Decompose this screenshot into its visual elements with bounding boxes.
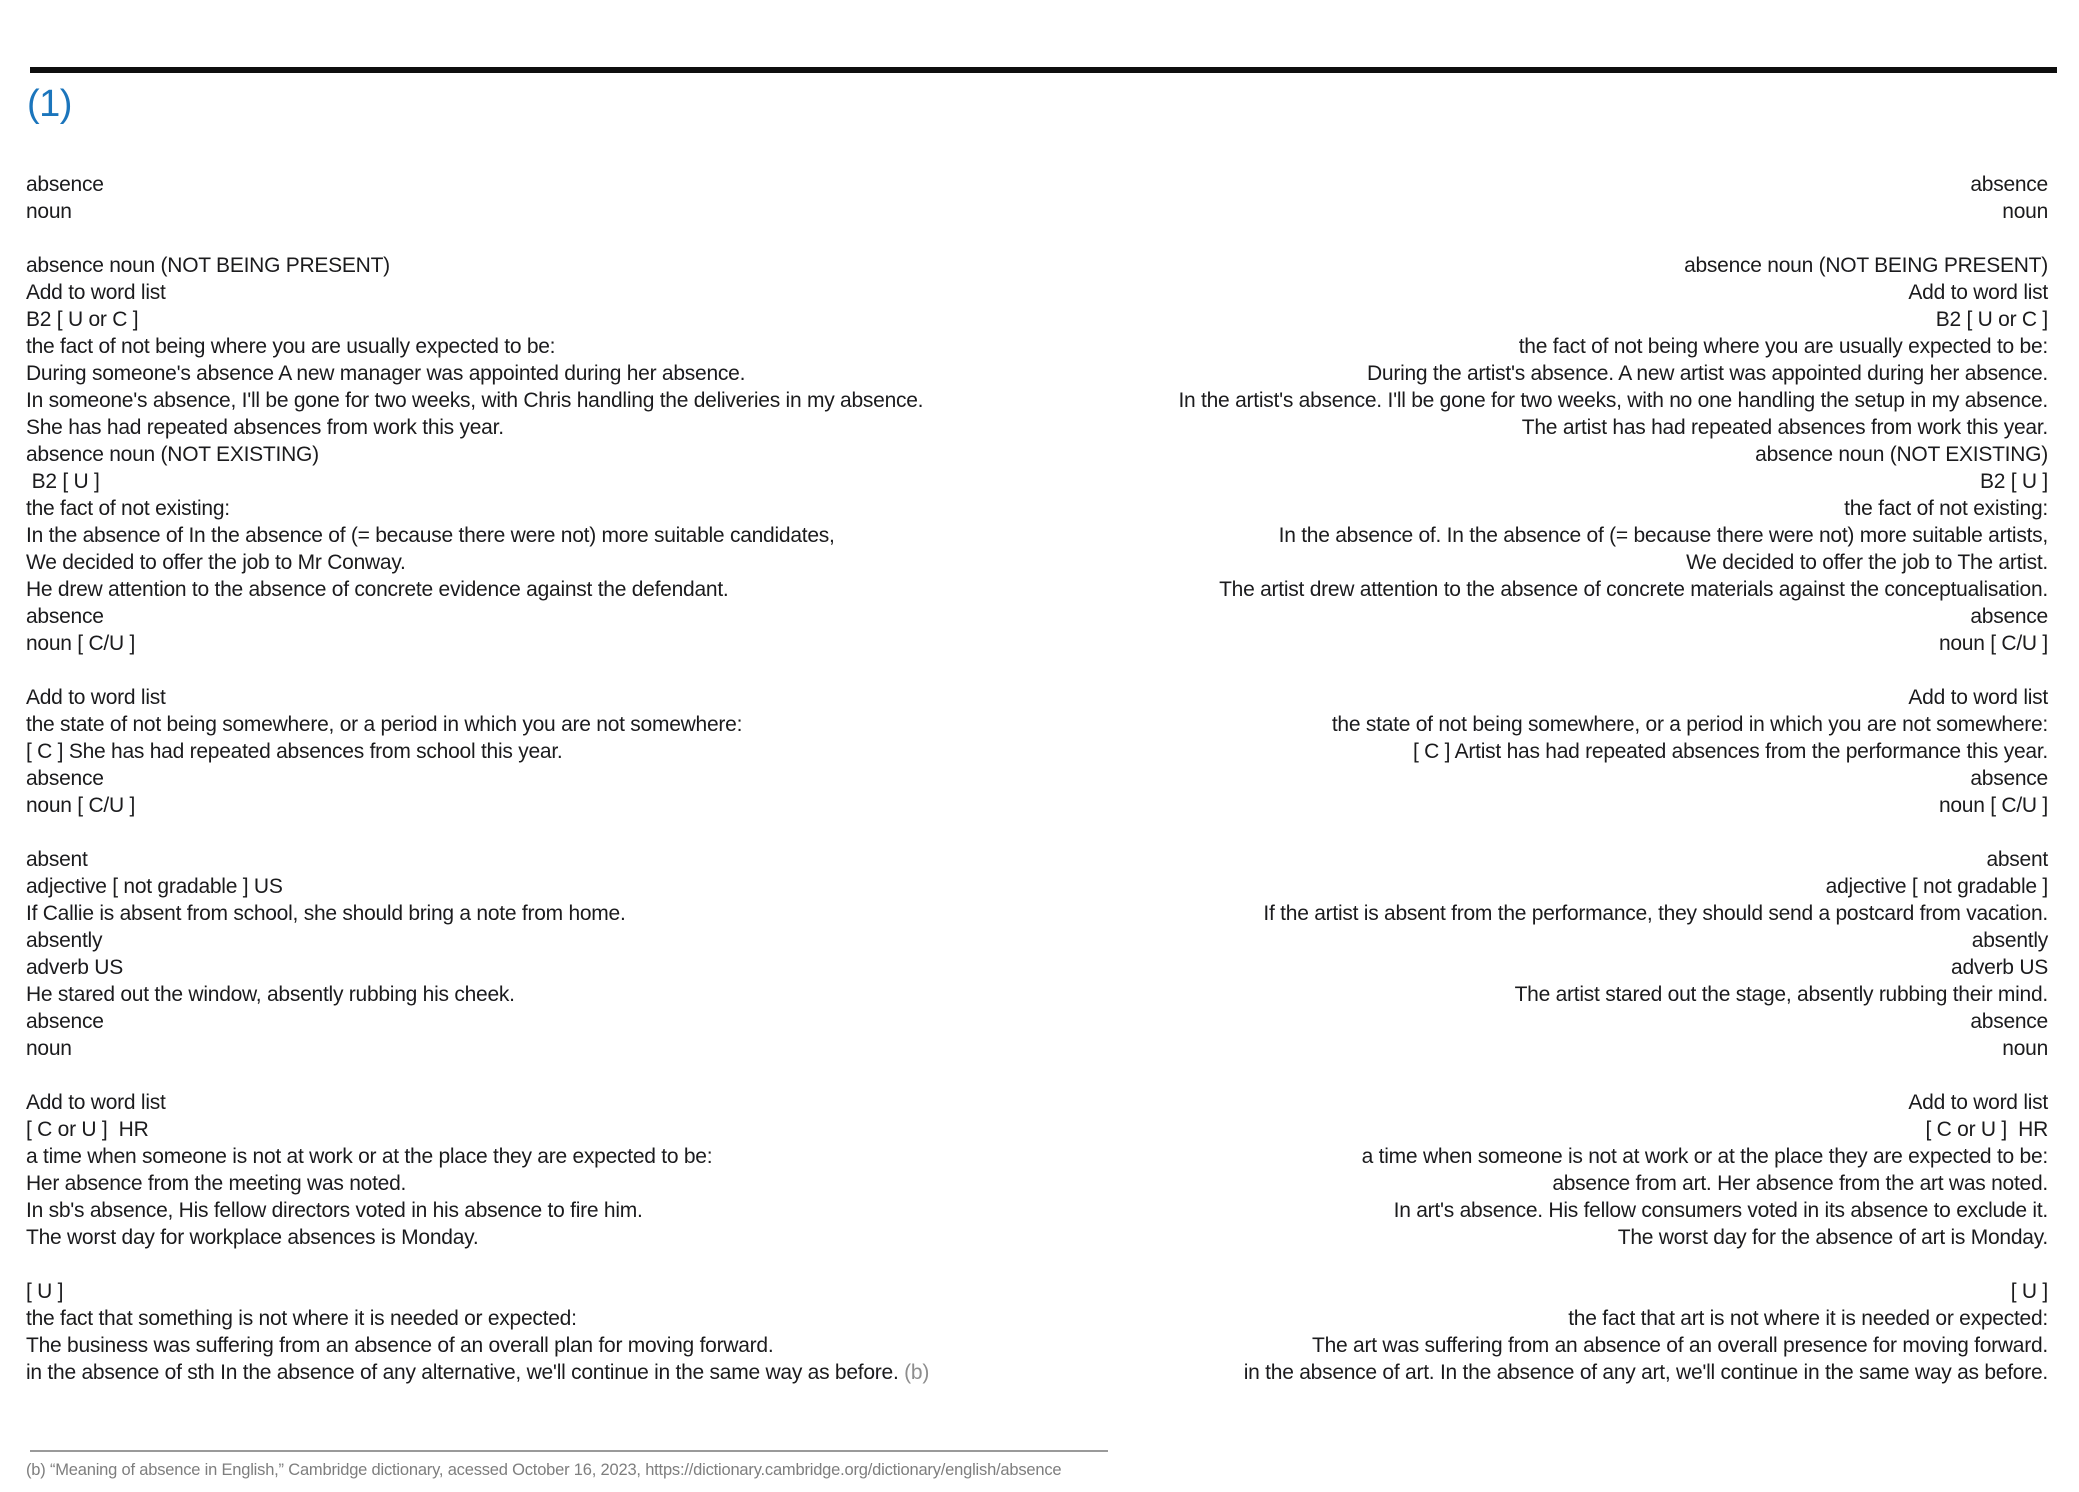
- text-line: absence noun (NOT BEING PRESENT): [26, 254, 390, 277]
- text-line: In the absence of. In the absence of (= because there were not) more suitable artists,: [1278, 524, 2048, 547]
- text-line: [26, 1062, 929, 1089]
- text-line: a time when someone is not at work or at the place they are expected to be:: [1361, 1145, 2048, 1168]
- text-line: noun: [26, 200, 72, 223]
- text-line: In someone's absence, I'll be gone for two weeks, with Chris handling the deliveries in my absence.: [26, 389, 924, 412]
- text-line: [ C or U ] HR: [26, 1118, 149, 1141]
- text-line: [26, 1359, 929, 1386]
- text-line: Add to word list: [1908, 281, 2048, 304]
- left-column: [26, 171, 929, 1386]
- footnote-divider-rule: [30, 1450, 1108, 1452]
- text-line: a time when someone is not at work or at the place they are expected to be:: [26, 1145, 713, 1168]
- text-line: absence noun (NOT EXISTING): [1755, 443, 2048, 466]
- text-line: If the artist is absent from the performance, they should send a postcard from vacation.: [1263, 902, 2048, 925]
- text-line: absence: [26, 605, 104, 628]
- text-line: He drew attention to the absence of concrete evidence against the defendant.: [26, 578, 729, 601]
- text-line: in the absence of art. In the absence of any art, we'll continue in the same way as before.: [1243, 1361, 2048, 1384]
- text-line: noun [ C/U ]: [26, 632, 136, 655]
- text-line: Add to word list: [26, 281, 166, 304]
- text-line: absence noun (NOT BEING PRESENT): [1684, 254, 2048, 277]
- text-line: The artist stared out the stage, absently rubbing their mind.: [1514, 983, 2048, 1006]
- text-line: [ C ] Artist has had repeated absences from the performance this year.: [1412, 740, 2048, 763]
- text-line: the state of not being somewhere, or a period in which you are not somewhere:: [1331, 713, 2048, 736]
- text-line: The worst day for workplace absences is Monday.: [26, 1226, 479, 1249]
- text-line: noun: [2002, 1037, 2048, 1060]
- text-line: adjective [ not gradable ] US: [26, 875, 283, 898]
- text-line: absence noun (NOT EXISTING): [26, 443, 319, 466]
- text-line: noun [ C/U ]: [26, 794, 136, 817]
- text-line: In art's absence. His fellow consumers voted in its absence to exclude it.: [1393, 1199, 2048, 1222]
- text-line: the fact of not being where you are usually expected to be:: [26, 335, 556, 358]
- text-line: B2 [ U or C ]: [26, 308, 139, 331]
- text-line: [26, 657, 929, 684]
- text-line: Add to word list: [1908, 686, 2048, 709]
- text-line: The art was suffering from an absence of an overall presence for moving forward.: [1312, 1334, 2048, 1357]
- text-line: the fact that art is not where it is needed or expected:: [1568, 1307, 2048, 1330]
- text-line: If Callie is absent from school, she should bring a note from home.: [26, 902, 626, 925]
- text-line: [1178, 1062, 2048, 1089]
- text-line: [1178, 1251, 2048, 1278]
- text-line: The artist drew attention to the absence of concrete materials against the conceptualisation.: [1219, 578, 2048, 601]
- text-line: The business was suffering from an absence of an overall plan for moving forward.: [26, 1334, 774, 1357]
- text-line-body: in the absence of sth In the absence of any alternative, we'll continue in the same way as before.: [26, 1361, 905, 1384]
- text-line: Add to word list: [1908, 1091, 2048, 1114]
- section-label: (1): [27, 83, 72, 125]
- text-line: absence: [1970, 767, 2048, 790]
- text-line: [26, 225, 929, 252]
- text-line: absently: [26, 929, 103, 952]
- text-line: the fact of not being where you are usually expected to be:: [1518, 335, 2048, 358]
- text-line: adverb US: [26, 956, 123, 979]
- text-line: Add to word list: [26, 1091, 166, 1114]
- text-line: noun: [2002, 200, 2048, 223]
- text-line: [ U ]: [2010, 1280, 2048, 1303]
- text-line: The artist has had repeated absences from work this year.: [1521, 416, 2048, 439]
- text-line: During the artist's absence. A new artist was appointed during her absence.: [1366, 362, 2048, 385]
- text-line: In the absence of In the absence of (= because there were not) more suitable candidates,: [26, 524, 835, 547]
- text-line: absent: [26, 848, 88, 871]
- text-line: the state of not being somewhere, or a period in which you are not somewhere:: [26, 713, 743, 736]
- text-line: noun: [26, 1037, 72, 1060]
- text-line: absence: [26, 1010, 104, 1033]
- text-line: adjective [ not gradable ]: [1825, 875, 2048, 898]
- text-line: absent: [1986, 848, 2048, 871]
- text-line: absence: [1970, 605, 2048, 628]
- text-line: In the artist's absence. I'll be gone for two weeks, with no one handling the setup in my absence.: [1178, 389, 2048, 412]
- text-line: absence: [26, 767, 104, 790]
- text-line: [26, 1251, 929, 1278]
- text-line: We decided to offer the job to Mr Conway.: [26, 551, 406, 574]
- text-line: absence from art. Her absence from the art was noted.: [1552, 1172, 2048, 1195]
- text-line: B2 [ U or C ]: [1935, 308, 2048, 331]
- text-line: [ C ] She has had repeated absences from school this year.: [26, 740, 563, 763]
- text-line: absence: [1970, 173, 2048, 196]
- text-line: noun [ C/U ]: [1938, 632, 2048, 655]
- text-line: [26, 819, 929, 846]
- right-column: [1178, 171, 2048, 1386]
- text-line: The worst day for the absence of art is Monday.: [1617, 1226, 2048, 1249]
- text-line: Add to word list: [26, 686, 166, 709]
- text-line: [1178, 225, 2048, 252]
- text-line: [ C or U ] HR: [1925, 1118, 2048, 1141]
- source-marker: (b): [904, 1361, 930, 1384]
- text-line: the fact of not existing:: [26, 497, 230, 520]
- text-line: [ U ]: [26, 1280, 64, 1303]
- text-line: the fact that something is not where it is needed or expected:: [26, 1307, 577, 1330]
- text-line: [1178, 657, 2048, 684]
- text-line: absence: [1970, 1010, 2048, 1033]
- text-line: He stared out the window, absently rubbing his cheek.: [26, 983, 515, 1006]
- text-line: During someone's absence A new manager was appointed during her absence.: [26, 362, 746, 385]
- text-line: Her absence from the meeting was noted.: [26, 1172, 407, 1195]
- text-line: absence: [26, 173, 104, 196]
- text-line: B2 [ U ]: [26, 470, 100, 493]
- text-line: absently: [1971, 929, 2048, 952]
- top-divider-rule: [30, 67, 2057, 73]
- text-line: In sb's absence, His fellow directors voted in his absence to fire him.: [26, 1199, 643, 1222]
- text-line: B2 [ U ]: [1979, 470, 2048, 493]
- text-line: [1178, 819, 2048, 846]
- text-line: the fact of not existing:: [1844, 497, 2048, 520]
- citation-text: (b) “Meaning of absence in English,” Cambridge dictionary, acessed October 16, 2023, https://dictionary.cambridge.org/dictionary/english/absence: [26, 1461, 1062, 1479]
- text-line: noun [ C/U ]: [1938, 794, 2048, 817]
- text-line: adverb US: [1951, 956, 2048, 979]
- text-line: She has had repeated absences from work this year.: [26, 416, 504, 439]
- text-line: We decided to offer the job to The artist.: [1686, 551, 2048, 574]
